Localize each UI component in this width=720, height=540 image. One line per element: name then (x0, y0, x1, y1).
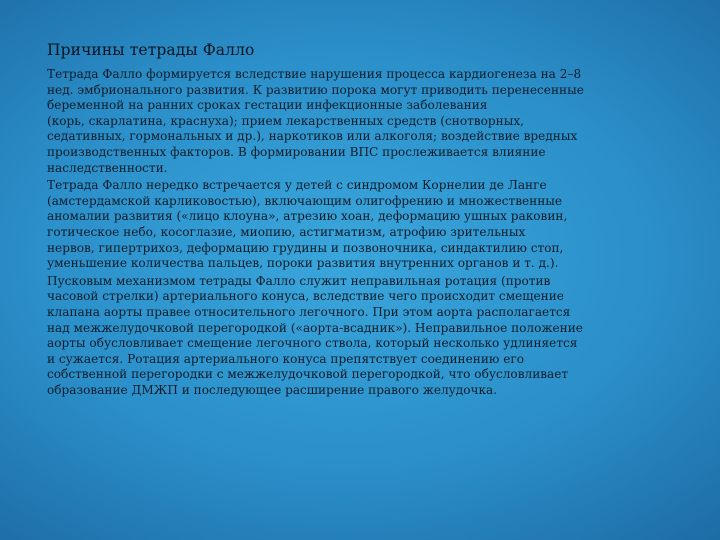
slide-body (47, 67, 667, 400)
paragraph-mechanism: Пусковым механизмом тетрады Фалло служит неправильная ротация (против часовой стрелки) артериального конуса, вследствие чего происходит смещение клапана аорты правее относительного легочного. При этом аорта располагается над межжелудочковой перегородкой («аорта-всадник»). Неправильное положение аорты обусловливает смещение легочного ствола, который несколько удлиняется и сужается. Ротация артериального конуса препятствует соединению его собственной перегородки с межжелудочковой перегородкой, что обусловливает образование ДМЖП и последующее расширение правого желудочка. (47, 273, 583, 397)
paragraph-causes: Тетрада Фалло формируется вследствие нарушения процесса кардиогенеза на 2–8 нед. эмбрионального развития. К развитию порока могут приводить перенесенные беременной на ранних сроках гестации инфекционные заболевания (корь, скарлатина, краснуха); прием лекарственных средств (снотворных, седативных, гормональных и др.), наркотиков или алкоголя; воздействие вредных производственных факторов. В формировании ВПС прослеживается влияние наследственности. (47, 67, 584, 175)
slide-title: Причины тетрады Фалло (47, 41, 255, 59)
paragraph-cornelia-de-lange: Тетрада Фалло нередко встречается у детей с синдромом Корнелии де Ланге (амстердамской карликовостью), включающим олигофрению и множественные аномалии развития («лицо клоуна», атрезию хоан, деформацию ушных раковин, готическое небо, косоглазие, миопию, астигматизм, атрофию зрительных нервов, гипертрихоз, деформацию грудины и позвоночника, синдактилию стоп, уменьшение количества пальцев, пороки развития внутренних органов и т. д.). (47, 178, 568, 271)
